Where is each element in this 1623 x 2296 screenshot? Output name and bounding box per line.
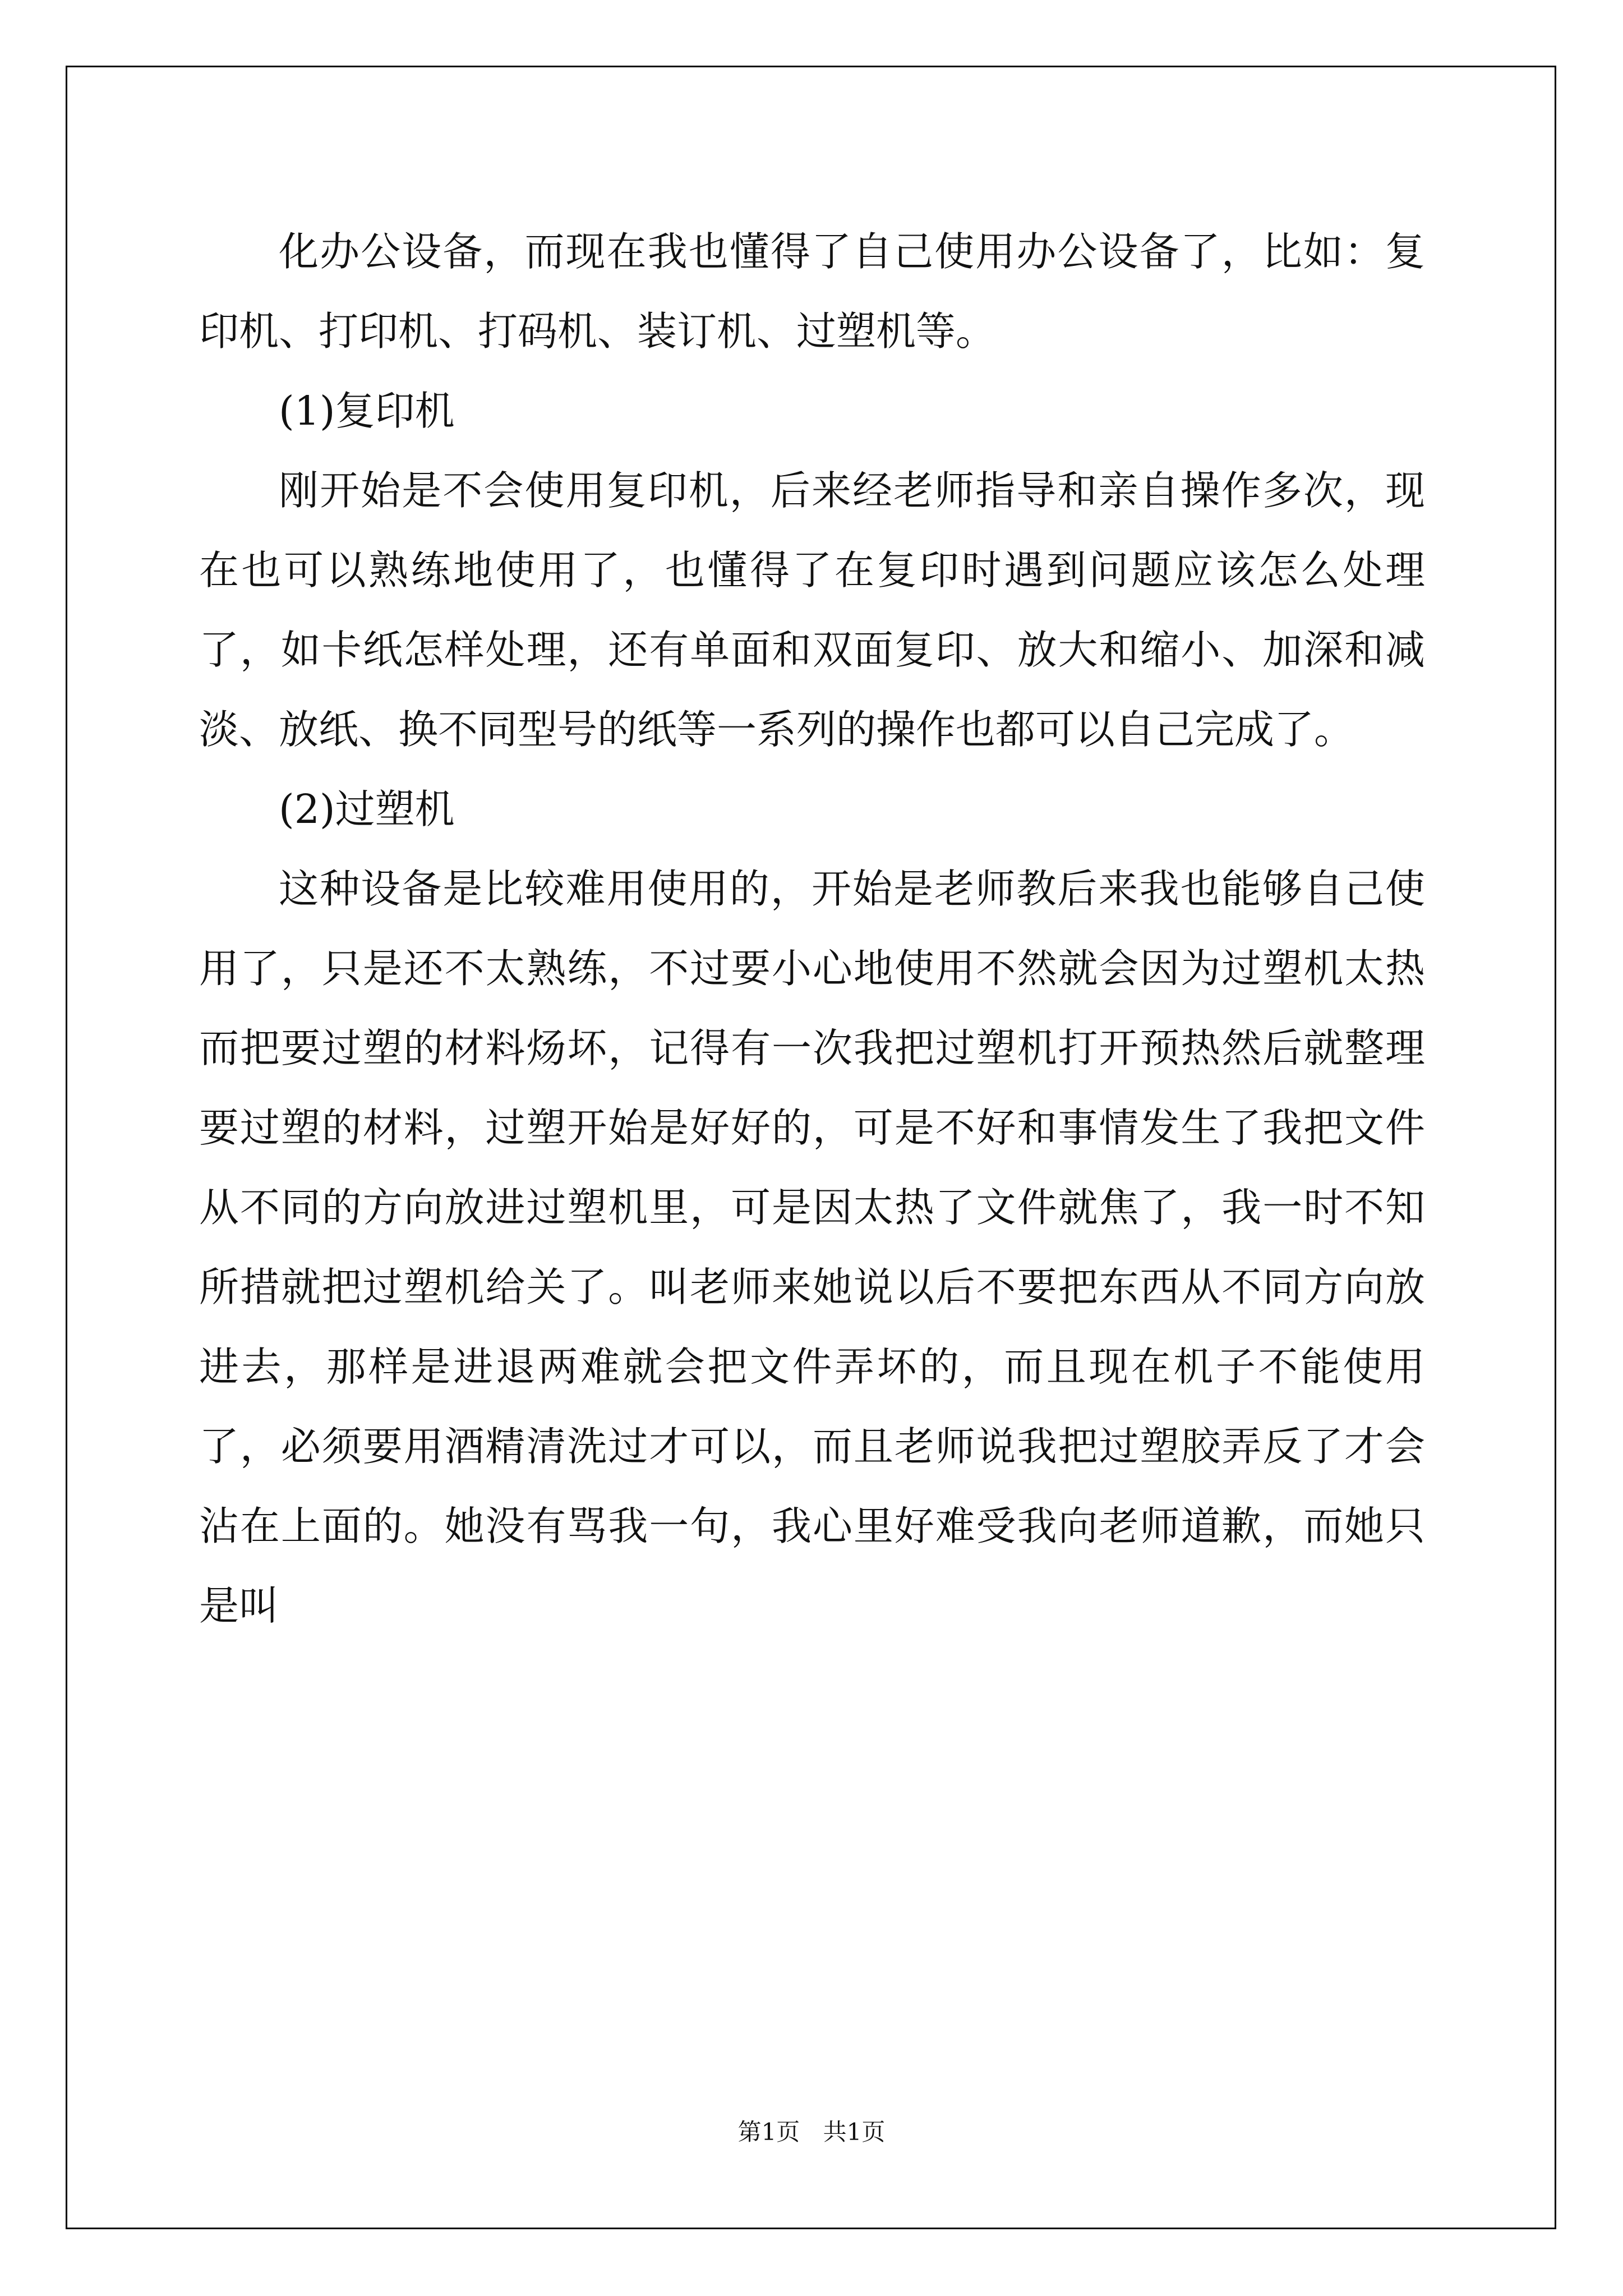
page-total: 共1页 bbox=[823, 2118, 886, 2146]
page-footer bbox=[0, 2114, 1623, 2147]
paragraph-laminator: 这种设备是比较难用使用的，开始是老师教后来我也能够自己使用了，只是还不太熟练，不过要小心地使用不然就会因为过塑机太热而把要过塑的材料炀坏，记得有一次我把过塑机打开预热然后就整理要过塑的材料，过塑开始是好好的，可是不好和事情发生了我把文件从不同的方向放进过塑机里，可是因太热了文件就焦了，我一时不知所措就把过塑机给关了。叫老师来她说以后不要把东西从不同方向放进去，那样是进退两难就会把文件弄坏的，而且现在机子不能使用了，必须要用酒精清洗过才可以，而且老师说我把过塑胶弄反了才会沾在上面的。她没有骂我一句，我心里好难受我向老师道歉，而她只是叫 bbox=[199, 866, 1425, 1629]
paragraph-copier: 刚开始是不会使用复印机，后来经老师指导和亲自操作多次，现在也可以熟练地使用了，也懂得了在复印时遇到问题应该怎么处理了，如卡纸怎样处理，还有单面和双面复印、放大和缩小、加深和减淡、放纸、换不同型号的纸等一系列的操作也都可以自己完成了。 bbox=[199, 467, 1425, 753]
heading-copier: (1)复印机 bbox=[279, 388, 455, 434]
heading-laminator: (2)过塑机 bbox=[279, 786, 455, 832]
paragraph-intro: 化办公设备，而现在我也懂得了自己使用办公设备了，比如：复印机、打印机、打码机、装订机、过塑机等。 bbox=[199, 228, 1425, 355]
page-number: 第1页 bbox=[737, 2118, 800, 2146]
document-body bbox=[199, 212, 1425, 1646]
